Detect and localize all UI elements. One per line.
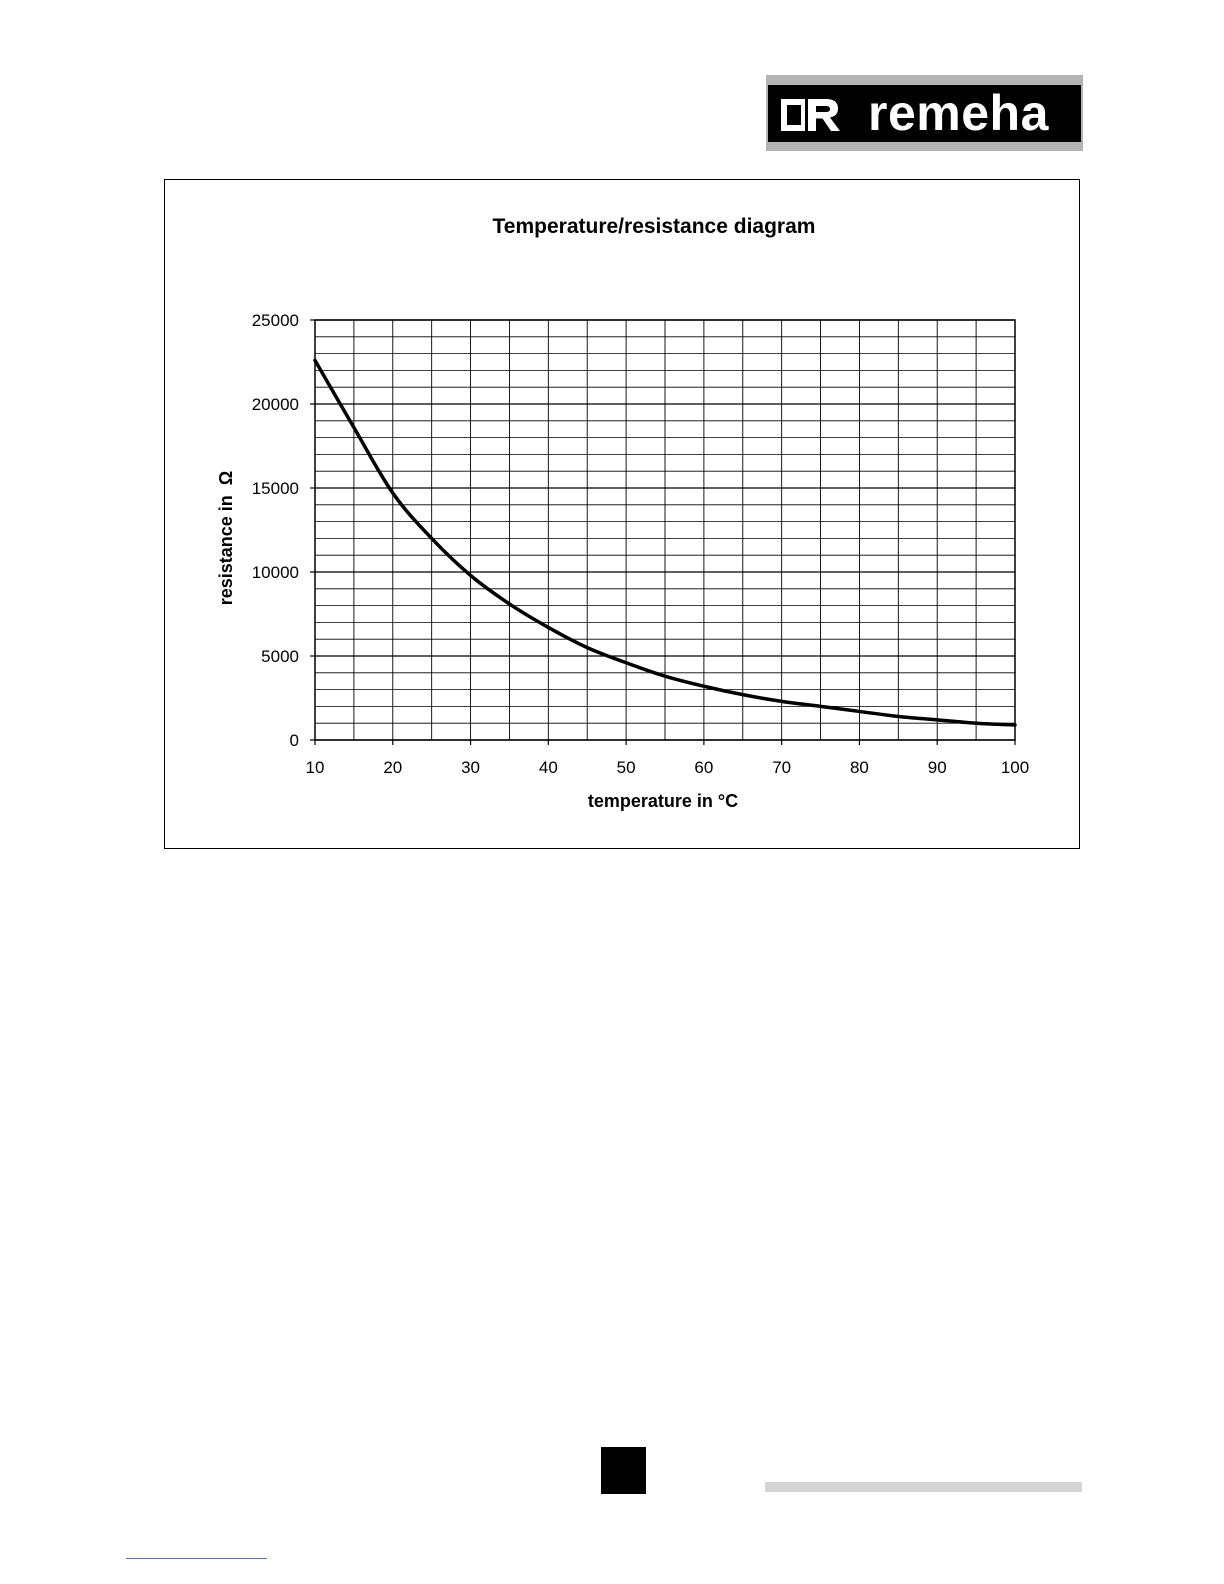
y-axis-tick-labels: [252, 311, 315, 750]
x-tick-label: 10: [305, 758, 325, 777]
brand-logo-background: [768, 85, 1081, 142]
x-tick-label: 100: [1000, 758, 1030, 777]
logo-mark-icon: [780, 98, 842, 132]
y-tick-label: 20000: [251, 395, 299, 414]
temperature-resistance-chart: [165, 180, 1081, 850]
x-tick-label: 60: [694, 758, 714, 777]
x-tick-label: 30: [461, 758, 481, 777]
y-tick-label: 0: [289, 731, 299, 750]
y-tick-label: 25000: [251, 311, 299, 330]
x-tick-label: 40: [538, 758, 558, 777]
x-tick-label: 90: [927, 758, 947, 777]
x-tick-label: 80: [849, 758, 869, 777]
footnote-rule: [126, 1558, 267, 1559]
y-tick-label: 15000: [251, 479, 299, 498]
brand-name: remeha: [868, 85, 1049, 141]
x-axis-label: temperature in °C: [587, 791, 739, 811]
y-axis-label: resistance in Ω: [216, 470, 236, 606]
x-tick-label: 70: [772, 758, 792, 777]
brand-logo: [766, 75, 1083, 151]
x-axis-tick-labels: [306, 740, 1030, 777]
y-tick-label: 5000: [261, 647, 299, 666]
x-tick-label: 20: [383, 758, 403, 777]
page-marker: [601, 1447, 646, 1494]
chart-title: Temperature/resistance diagram: [492, 215, 816, 238]
footer-bar: [765, 1482, 1082, 1492]
x-tick-label: 50: [616, 758, 636, 777]
y-tick-label: 10000: [251, 563, 299, 582]
chart-frame: [164, 179, 1080, 849]
